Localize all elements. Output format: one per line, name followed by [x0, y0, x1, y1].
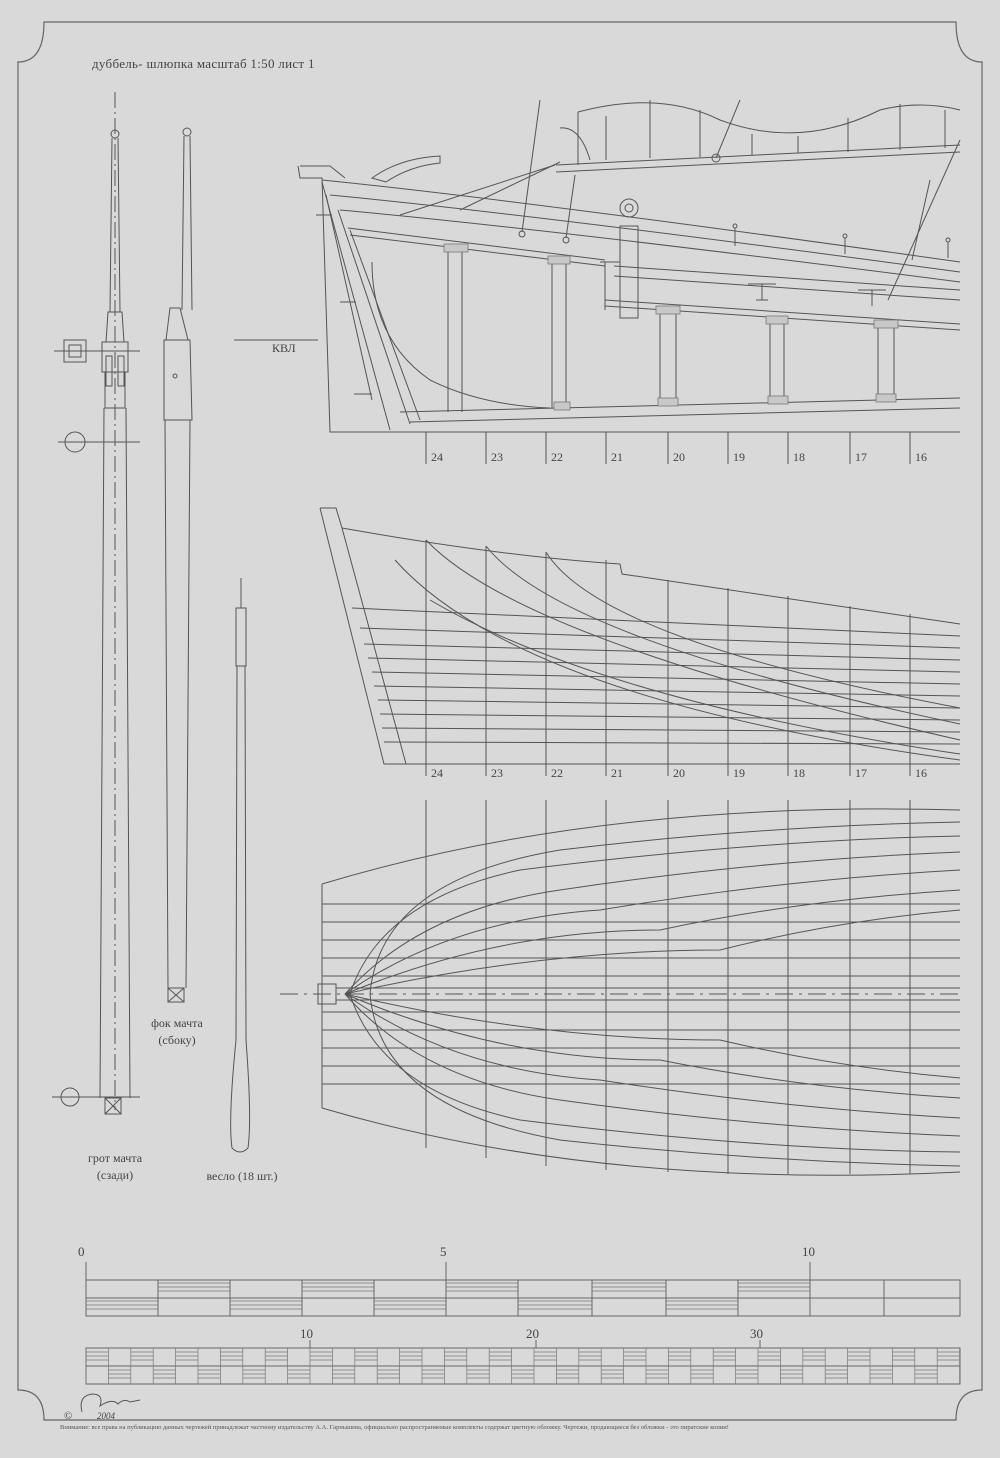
station-label: 19	[733, 450, 745, 464]
profile-view	[234, 100, 960, 464]
station-label: 24	[431, 766, 443, 780]
station-label: 18	[793, 766, 805, 780]
sheet-title: дуббель- шлюпка масштаб 1:50 лист 1	[92, 56, 315, 71]
station-label: 20	[673, 450, 685, 464]
signature-mark	[81, 1394, 140, 1412]
station-label: 17	[855, 450, 867, 464]
station-label: 18	[793, 450, 805, 464]
fore-mast-sublabel: (сбоку)	[158, 1033, 196, 1047]
main-mast-label: грот мачта	[87, 1151, 143, 1165]
main-mast-caption	[70, 1150, 160, 1184]
station-label: 20	[673, 766, 685, 780]
scale-tick-label: 10	[300, 1326, 313, 1341]
station-label: 21	[611, 450, 623, 464]
scale-tick-label: 5	[440, 1244, 447, 1259]
station-label: 22	[551, 450, 563, 464]
station-label: 24	[431, 450, 443, 464]
waterline-label: КВЛ	[272, 341, 296, 355]
station-label: 16	[915, 450, 927, 464]
scale-bars	[86, 1262, 960, 1384]
scale-bar-hatching	[86, 1283, 810, 1309]
scale-tick-label: 10	[802, 1244, 815, 1259]
station-label: 17	[855, 766, 867, 780]
main-mast-drawing	[52, 92, 140, 1114]
scale-tick-label: 30	[750, 1326, 763, 1341]
station-label: 23	[491, 766, 503, 780]
plan-view	[280, 800, 960, 1175]
scale-tick-label: 0	[78, 1244, 85, 1259]
oar-caption: весло (18 шт.)	[206, 1169, 278, 1183]
fore-mast-caption	[132, 1015, 222, 1049]
oar-drawing	[231, 578, 250, 1152]
buttock-view	[320, 508, 960, 776]
station-label: 21	[611, 766, 623, 780]
station-label: 16	[915, 766, 927, 780]
signature-year: 2004	[97, 1411, 115, 1421]
station-label: 23	[491, 450, 503, 464]
main-mast-sublabel: (сзади)	[96, 1168, 134, 1182]
fore-mast-label: фок мачта	[151, 1016, 203, 1030]
scale-tick-label: 20	[526, 1326, 539, 1341]
sheet-border	[18, 22, 982, 1420]
profile-hatched-sections	[444, 244, 898, 410]
fore-mast-drawing	[164, 128, 192, 1002]
copyright-symbol: ©	[64, 1410, 73, 1422]
station-label: 19	[733, 766, 745, 780]
station-label: 22	[551, 766, 563, 780]
copyright-notice: Внимание: все права на публикацию данных чертежей принадлежат частному издательству А.А. Гарнышева, официально распространяемые комплекты содержат цветную обложку. Чертежи, продающиеся без обложки - это пиратские копии!	[60, 1424, 729, 1431]
